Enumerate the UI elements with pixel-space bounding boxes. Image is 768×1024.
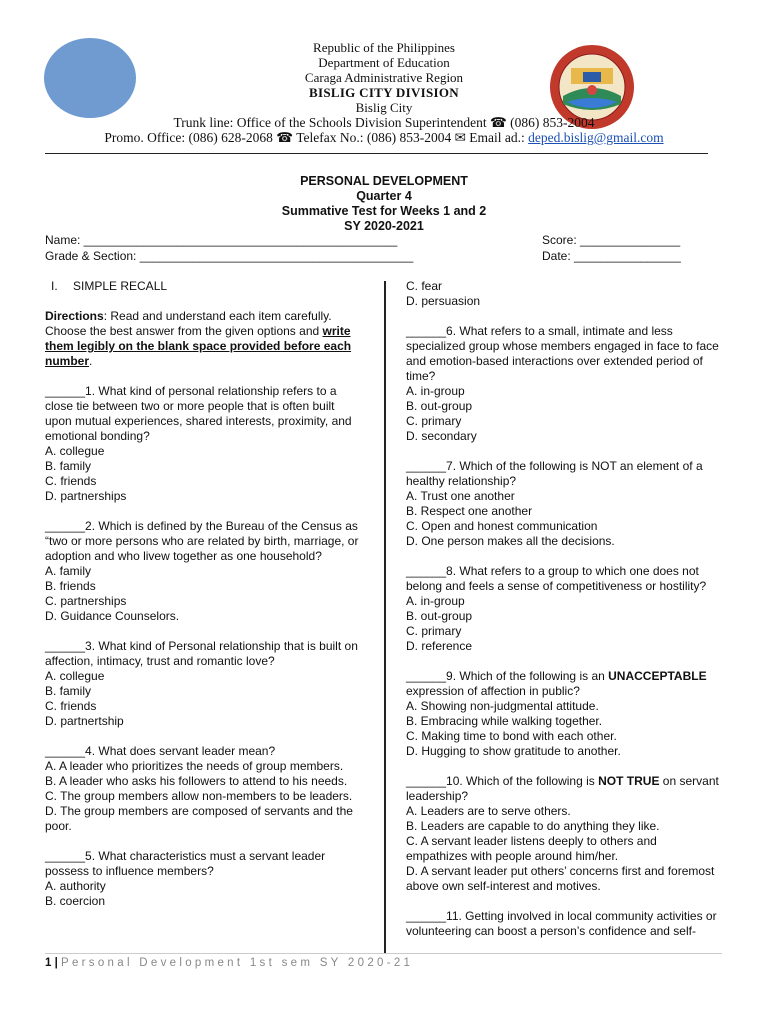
question-1	[45, 384, 363, 504]
directions-text: : Read and understand each item carefully. Choose the best answer from the given options and	[45, 309, 332, 338]
page-number: 1	[45, 957, 52, 969]
question-stem: ______6. What refers to a small, intimate and less specialized group whose members engaged in face to face and emotion-based interactions over extended period of time?	[406, 324, 719, 383]
option: B. coercion	[45, 894, 106, 908]
section-number: I.	[51, 279, 58, 293]
region-line: Caraga Administrative Region	[304, 70, 464, 85]
option: D. partnertship	[45, 714, 124, 728]
option: B. Embracing while walking together.	[406, 714, 603, 728]
telefax: ☎ Telefax No.: (086) 853-2004	[276, 130, 452, 145]
option: C. friends	[45, 474, 97, 488]
option: D. secondary	[406, 429, 477, 443]
name-field[interactable]: Name: _______________________________________________	[45, 233, 398, 247]
question-9	[406, 669, 721, 759]
question-stem: ______8. What refers to a group to which one does not belong and feels a sense of competitiveness or hostility?	[406, 564, 707, 593]
section-title: SIMPLE RECALL	[73, 279, 168, 293]
option: B. A leader who asks his followers to attend to his needs.	[45, 774, 348, 788]
question-stem: ______9. Which of the following is an UNACCEPTABLE expression of affection in public?	[406, 669, 707, 698]
question-stem: ______3. What kind of Personal relationship that is built on affection, intimacy, trust and romantic love?	[45, 639, 358, 668]
option: A. in-group	[406, 594, 465, 608]
directions-label: Directions	[45, 309, 104, 323]
option: D. One person makes all the decisions.	[406, 534, 615, 548]
question-5-continued	[406, 279, 721, 309]
test-title-block	[0, 174, 768, 234]
city-line: Bislig City	[355, 100, 413, 115]
option: C. friends	[45, 699, 97, 713]
right-column	[406, 279, 721, 939]
subject-title: PERSONAL DEVELOPMENT	[300, 174, 468, 188]
score-field[interactable]: Score: _______________	[542, 233, 681, 247]
left-column	[45, 279, 363, 909]
option: D. The group members are composed of servants and the poor.	[45, 804, 353, 833]
date-field[interactable]: Date: ________________	[542, 249, 681, 263]
option: B. Respect one another	[406, 504, 533, 518]
option: D. reference	[406, 639, 473, 653]
option: C. partnerships	[45, 594, 127, 608]
question-stem: ______10. Which of the following is NOT TRUE on servant leadership?	[406, 774, 719, 803]
directions-emphasis: write them legibly on the blank space provided before each number	[45, 324, 352, 368]
option: B. Leaders are capable to do anything they like.	[406, 819, 660, 833]
option: A. A leader who prioritizes the needs of group members.	[45, 759, 344, 773]
email-label: Email ad.:	[469, 130, 525, 145]
option: B. family	[45, 684, 92, 698]
option: A. family	[45, 564, 92, 578]
question-3	[45, 639, 363, 729]
option: B. family	[45, 459, 92, 473]
question-stem: ______11. Getting involved in local community activities or volunteering can boost a person’s confidence and self-	[406, 909, 717, 938]
department-line: Department of Education	[318, 55, 450, 70]
footer-divider	[45, 953, 722, 954]
question-2	[45, 519, 363, 624]
option: C. Making time to bond with each other.	[406, 729, 617, 743]
option: A. collegue	[45, 669, 105, 683]
question-8	[406, 564, 721, 654]
quarter-title: Quarter 4	[356, 189, 412, 203]
letterhead	[40, 40, 728, 145]
option: A. collegue	[45, 444, 105, 458]
test-title: Summative Test for Weeks 1 and 2	[281, 204, 487, 218]
division-line: BISLIG CITY DIVISION	[308, 85, 459, 100]
question-4	[45, 744, 363, 834]
option: B. out-group	[406, 399, 473, 413]
contact-line	[40, 130, 728, 145]
school-year: SY 2020-2021	[344, 219, 424, 233]
option: D. A servant leader put others’ concerns first and foremost above own self-interest and motives.	[406, 864, 715, 893]
option: A. Trust one another	[406, 489, 515, 503]
option: B. out-group	[406, 609, 473, 623]
option: C. Open and honest communication	[406, 519, 598, 533]
column-divider	[384, 281, 386, 953]
page-footer: 1 | Personal Development 1st sem SY 2020-21	[45, 957, 414, 969]
question-stem: ______2. Which is defined by the Bureau of the Census as “two or more persons who are related by birth, marriage, or adoption and who livew together as one household?	[45, 519, 359, 563]
option: C. primary	[406, 624, 462, 638]
email-link[interactable]: deped.bislig@gmail.com	[528, 130, 664, 145]
grade-section-field[interactable]: Grade & Section: _________________________________________	[45, 249, 414, 263]
header-divider	[45, 153, 708, 154]
option: C. primary	[406, 414, 462, 428]
directions: Directions: Read and understand each item carefully. Choose the best answer from the given options and write them legibly on the blank space provided before each number.	[45, 309, 352, 368]
footer-text: Personal Development 1st sem SY 2020-21	[61, 957, 414, 969]
option: D. persuasion	[406, 294, 481, 308]
question-stem: ______1. What kind of personal relationship refers to a close tie between two or more people that is often built upon mutual experiences, shared interests, proximity, and emotional bonding?	[45, 384, 352, 443]
question-stem: ______7. Which of the following is NOT an element of a healthy relationship?	[406, 459, 703, 488]
question-10	[406, 774, 721, 894]
option: C. The group members allow non-members to be leaders.	[45, 789, 353, 803]
section-heading	[45, 279, 363, 294]
question-stem: ______5. What characteristics must a servant leader possess to influence members?	[45, 849, 326, 878]
emphasis: NOT TRUE	[598, 774, 660, 788]
option: A. authority	[45, 879, 106, 893]
option: D. Guidance Counselors.	[45, 609, 180, 623]
email-icon: ✉	[454, 130, 466, 145]
option: D. Hugging to show gratitude to another.	[406, 744, 621, 758]
option: D. partnerships	[45, 489, 127, 503]
republic-line: Republic of the Philippines	[313, 40, 455, 55]
option: B. friends	[45, 579, 96, 593]
question-5	[45, 849, 363, 909]
question-7	[406, 459, 721, 549]
question-11	[406, 909, 721, 939]
option: C. A servant leader listens deeply to others and empathizes with people around him/her.	[406, 834, 657, 863]
option: A. Showing non-judgmental attitude.	[406, 699, 599, 713]
option: C. fear	[406, 279, 443, 293]
trunk-line: Trunk line: Office of the Schools Division Superintendent ☎ (086) 853-2004	[173, 115, 595, 130]
option: A. in-group	[406, 384, 465, 398]
option: A. Leaders are to serve others.	[406, 804, 571, 818]
emphasis: UNACCEPTABLE	[608, 669, 707, 683]
promo-office: Promo. Office: (086) 628-2068	[104, 130, 273, 145]
question-stem: ______4. What does servant leader mean?	[45, 744, 276, 758]
question-6	[406, 324, 721, 444]
